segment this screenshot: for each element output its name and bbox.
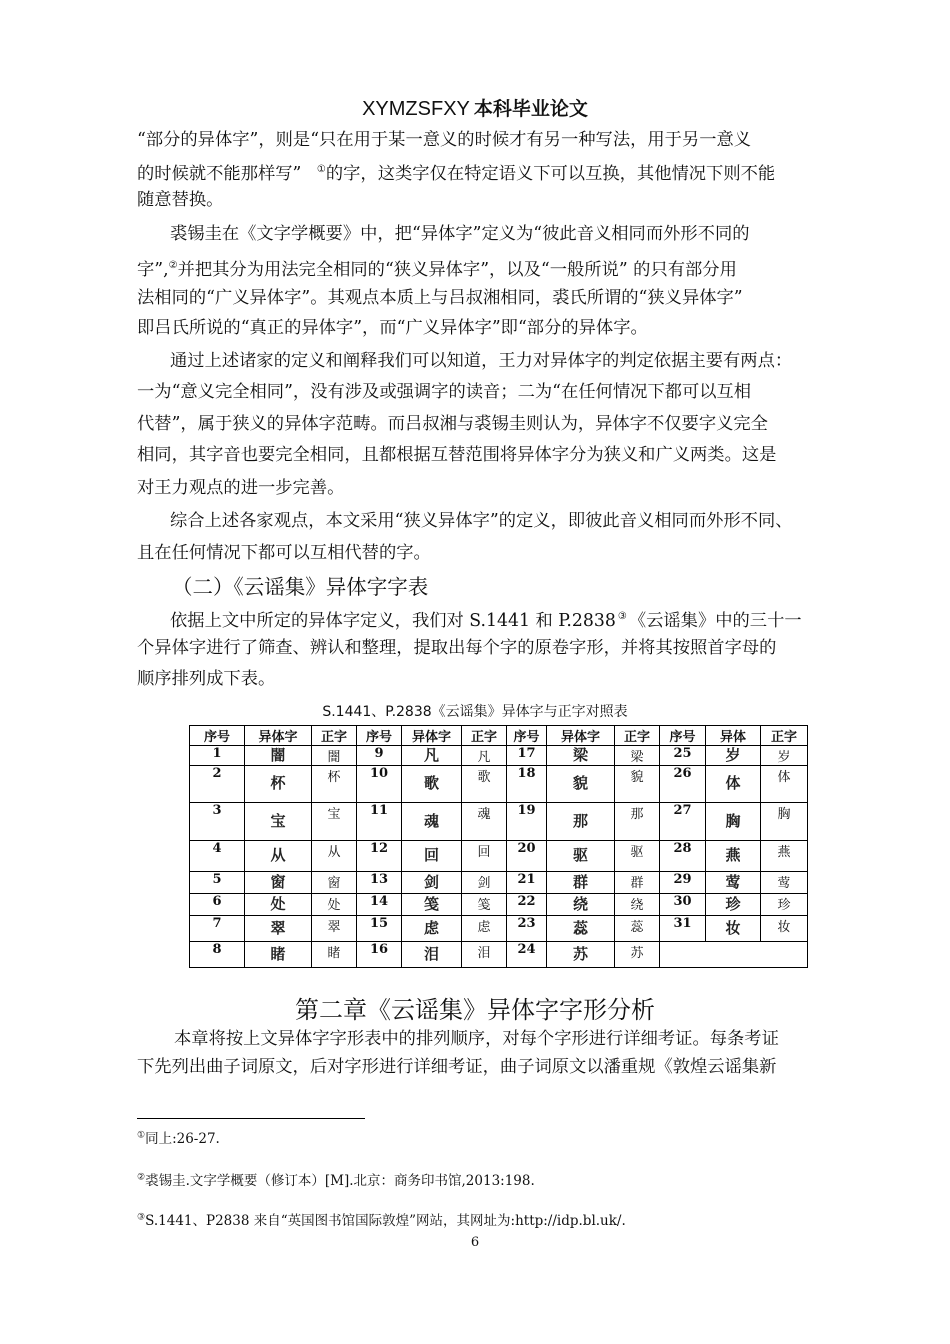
variant-glyph-image: 绕: [572, 894, 588, 913]
col-header: 序号: [357, 726, 402, 746]
col-header: 异体字: [245, 726, 312, 746]
cell-variant-glyph: [402, 916, 462, 942]
cell-index: 14: [357, 894, 402, 916]
footnote-text: S.1441、P2838 来自“英国图书馆国际敦煌”网站，其网址为:http://idp.bl.uk/.: [145, 1213, 626, 1229]
variant-glyph-image: 苏: [572, 944, 588, 963]
p3-line-1: 通过上述诸家的定义和阐释我们可以知道，王力对异体字的判定依据主要有两点：: [170, 351, 793, 371]
variant-glyph-image: 杯: [270, 774, 286, 792]
variant-glyph-image: 从: [270, 846, 286, 864]
cell-standard-char: 翠: [312, 916, 357, 942]
cell-index: 26: [660, 766, 706, 803]
cell-index: 2: [190, 766, 245, 803]
variant-glyph-image: 珍: [725, 894, 741, 913]
footnote-ref-3[interactable]: ③: [617, 611, 627, 622]
section-title: （二）《云谣集》异体字字表: [172, 575, 429, 599]
p2-line-2a: 字”,: [137, 259, 169, 280]
cell-index: 1: [190, 746, 245, 766]
page-header: [0, 94, 950, 121]
cell-variant-glyph: [547, 841, 615, 872]
cell-variant-glyph: [706, 766, 761, 803]
cell-variant-glyph: [547, 746, 615, 766]
footnote-1: [137, 1127, 220, 1147]
cell-standard-char: 从: [312, 841, 357, 872]
cell-index: 11: [357, 803, 402, 841]
footnote-2: [137, 1169, 535, 1189]
cell-index: 6: [190, 894, 245, 916]
cell-variant-glyph: [245, 766, 312, 803]
header-title: 本科毕业论文: [473, 98, 588, 120]
cell-index: 17: [507, 746, 547, 766]
cell-index: 27: [660, 803, 706, 841]
cell-variant-glyph: [706, 916, 761, 942]
variant-glyph-image: 岁: [725, 745, 741, 764]
variant-glyph-image: 笺: [423, 894, 439, 913]
table-row: [190, 894, 808, 916]
footnote-mark: ①: [137, 1130, 146, 1141]
cell-standard-char: 珍: [761, 894, 808, 916]
cell-standard-char: 杯: [312, 766, 357, 803]
cell-index: 30: [660, 894, 706, 916]
cell-variant-glyph: [402, 894, 462, 916]
page-number: 6: [470, 1235, 480, 1250]
p1-line-2a: 的时候就不能那样写”: [137, 163, 302, 184]
cell-index: 9: [357, 746, 402, 766]
cell-standard-char: 驱: [615, 841, 660, 872]
table-caption: S.1441、P.2838《云谣集》异体字与正字对照表: [322, 704, 628, 720]
col-header: 序号: [507, 726, 547, 746]
col-header: 序号: [660, 726, 706, 746]
variant-glyph-image: 歌: [423, 774, 439, 792]
cell-standard-char: 那: [615, 803, 660, 841]
variant-glyph-image: 闇: [270, 745, 286, 764]
variant-glyph-image: 翠: [270, 918, 286, 937]
header-code: XYMZSFXY: [362, 98, 470, 120]
p4-line-1: 综合上述各家观点，本文采用“狭义异体字”的定义，即彼此音义相同而外形不同、: [170, 511, 793, 531]
cell-index: 28: [660, 841, 706, 872]
footnote-3: [137, 1209, 626, 1229]
cell-variant-glyph: [547, 803, 615, 841]
cell-variant-glyph: [547, 894, 615, 916]
cell-variant-glyph: [402, 841, 462, 872]
variant-glyph-image: 宝: [270, 811, 286, 830]
cell-index: 22: [507, 894, 547, 916]
cell-index: 16: [357, 942, 402, 968]
p6-line-2: 下先列出曲子词原文，后对字形进行详细考证，曲子词原文以潘重规《敦煌云谣集新: [137, 1057, 777, 1077]
cell-variant-glyph: [547, 916, 615, 942]
p3-line-5: 对王力观点的进一步完善。: [137, 478, 345, 498]
p1-line-1: “部分的异体字”，则是“只在用于某一意义的时候才有另一种写法，用于另一意义: [137, 130, 752, 150]
col-header: 异体字: [402, 726, 462, 746]
cell-standard-char: 苏: [615, 942, 660, 968]
cell-standard-char: 燕: [761, 841, 808, 872]
footnote-mark: ③: [137, 1212, 146, 1223]
variant-glyph-image: 蕊: [572, 918, 588, 937]
p5-line-1a: 依据上文中所定的异体字定义，我们对 S.1441 和 P.2838: [170, 610, 616, 631]
col-header: 序号: [190, 726, 245, 746]
table-row: [190, 942, 808, 968]
cell-index: 19: [507, 803, 547, 841]
col-header: 异体: [706, 726, 761, 746]
col-header: 正字: [761, 726, 808, 746]
col-header: 正字: [312, 726, 357, 746]
p3-line-4: 相同，其字音也要完全相同，且都根据互替范围将异体字分为狭义和广义两类。这是: [137, 445, 777, 465]
p2-line-2: [137, 254, 737, 282]
variant-glyph-image: 妆: [725, 918, 741, 937]
col-header: 异体字: [547, 726, 615, 746]
cell-index: 23: [507, 916, 547, 942]
footnote-ref-2[interactable]: ②: [168, 260, 178, 271]
cell-index: 12: [357, 841, 402, 872]
variant-glyph-image: 窗: [270, 872, 286, 891]
variant-glyph-image: 虑: [423, 918, 439, 937]
cell-standard-char: 胸: [761, 803, 808, 841]
footnote-separator: [137, 1118, 365, 1119]
cell-variant-glyph: [245, 942, 312, 968]
variant-glyph-image: 泪: [423, 944, 439, 963]
p3-line-2: 一为“意义完全相同”，没有涉及或强调字的读音；二为“在任何情况下都可以互相: [137, 382, 752, 402]
p5-line-1b: 《云谣集》中的三十一: [628, 610, 802, 631]
cell-variant-glyph: [547, 766, 615, 803]
p5-line-2: 个异体字进行了筛查、辨认和整理，提取出每个字的原卷字形，并将其按照首字母的: [137, 638, 777, 658]
cell-index: 15: [357, 916, 402, 942]
variant-glyph-image: 睹: [270, 944, 286, 963]
variant-glyph-image: 胸: [725, 811, 741, 830]
cell-variant-glyph: [706, 872, 761, 894]
cell-standard-char: 妆: [761, 916, 808, 942]
cell-standard-char: 体: [761, 766, 808, 803]
table-row: [190, 766, 808, 803]
cell-standard-char: 回: [462, 841, 507, 872]
table-row: [190, 916, 808, 942]
cell-variant-glyph: [402, 766, 462, 803]
cell-standard-char: 剑: [462, 872, 507, 894]
cell-variant-glyph: [245, 916, 312, 942]
cell-index: 10: [357, 766, 402, 803]
p1-line-3: 随意替换。: [137, 190, 224, 210]
cell-index: 18: [507, 766, 547, 803]
cell-variant-glyph: [402, 942, 462, 968]
p3-line-3: 代替”，属于狭义的异体字范畴。而吕叔湘与裘锡圭则认为，异体字不仅要字义完全: [137, 414, 768, 434]
p2-line-1: 裘锡圭在《文字学概要》中，把“异体字”定义为“彼此音义相同而外形不同的: [170, 224, 750, 244]
p5-line-3: 顺序排列成下表。: [137, 669, 276, 689]
cell-standard-char: 貌: [615, 766, 660, 803]
variant-glyph-image: 燕: [725, 846, 741, 864]
p1-line-2b: 的字，这类字仅在特定语义下可以互换，其他情况下则不能: [325, 163, 776, 184]
footnote-text: 同上:26-27.: [145, 1131, 220, 1147]
cell-variant-glyph: [245, 746, 312, 766]
cell-index: 8: [190, 942, 245, 968]
variant-glyph-image: 体: [725, 774, 741, 792]
cell-standard-char: 虑: [462, 916, 507, 942]
cell-standard-char: 莺: [761, 872, 808, 894]
cell-index: 31: [660, 916, 706, 942]
variant-glyph-image: 剑: [423, 872, 439, 891]
cell-index: 25: [660, 746, 706, 766]
cell-standard-char: 岁: [761, 746, 808, 766]
p6-line-1: 本章将按上文异体字字形表中的排列顺序，对每个字形进行详细考证。每条考证: [174, 1029, 779, 1049]
cell-index: 3: [190, 803, 245, 841]
cell-variant-glyph: [706, 894, 761, 916]
variant-glyph-image: 梁: [572, 745, 588, 764]
cell-index: 4: [190, 841, 245, 872]
cell-standard-char: 凡: [462, 746, 507, 766]
variant-character-table: [189, 725, 808, 968]
variant-glyph-image: 驱: [572, 846, 588, 864]
cell-index: 7: [190, 916, 245, 942]
table-header-row: [190, 726, 808, 746]
footnote-mark: ②: [137, 1172, 146, 1183]
footnote-text: 裘锡圭.文字学概要（修订本）[M].北京：商务印书馆,2013:198.: [145, 1173, 535, 1189]
chapter-title: 第二章《云谣集》异体字字形分析: [295, 996, 655, 1024]
variant-glyph-image: 回: [423, 846, 439, 864]
cell-variant-glyph: [402, 803, 462, 841]
cell-index: 20: [507, 841, 547, 872]
cell-standard-char: 歌: [462, 766, 507, 803]
cell-variant-glyph: [245, 803, 312, 841]
cell-variant-glyph: [547, 942, 615, 968]
cell-standard-char: 群: [615, 872, 660, 894]
cell-standard-char: 绕: [615, 894, 660, 916]
variant-glyph-image: 莺: [725, 872, 741, 891]
col-header: 正字: [462, 726, 507, 746]
table-row: [190, 841, 808, 872]
variant-glyph-image: 貌: [572, 774, 588, 792]
cell-standard-char: 蕊: [615, 916, 660, 942]
variant-glyph-image: 群: [572, 872, 588, 891]
cell-standard-char: 睹: [312, 942, 357, 968]
p4-line-2: 且在任何情况下都可以互相代替的字。: [137, 543, 431, 563]
cell-standard-char: 泪: [462, 942, 507, 968]
cell-standard-char: 魂: [462, 803, 507, 841]
cell-standard-char: 窗: [312, 872, 357, 894]
cell-variant-glyph: [706, 841, 761, 872]
variant-glyph-image: 魂: [423, 811, 439, 830]
cell-index: 21: [507, 872, 547, 894]
cell-standard-char: 笺: [462, 894, 507, 916]
p1-line-2: [137, 158, 775, 186]
cell-index: 29: [660, 872, 706, 894]
p2-line-4: 即吕氏所说的“真正的异体字”，而“广义异体字”即“部分的异体字。: [137, 318, 648, 338]
variant-glyph-image: 凡: [423, 745, 439, 764]
cell-variant-glyph: [245, 841, 312, 872]
p2-line-2b: 并把其分为用法完全相同的“狭义异体字”，以及“一般所说” 的只有部分用: [177, 259, 737, 280]
cell-standard-char: 闇: [312, 746, 357, 766]
cell-standard-char: 处: [312, 894, 357, 916]
table-row: [190, 872, 808, 894]
variant-glyph-image: 那: [572, 811, 588, 830]
footnote-ref-1[interactable]: ①: [316, 164, 326, 175]
cell-variant-glyph: [706, 803, 761, 841]
cell-index: 24: [507, 942, 547, 968]
cell-index: 13: [357, 872, 402, 894]
cell-variant-glyph: [402, 872, 462, 894]
variant-glyph-image: 处: [270, 894, 286, 913]
cell-index: 5: [190, 872, 245, 894]
cell-standard-char: 梁: [615, 746, 660, 766]
cell-variant-glyph: [402, 746, 462, 766]
cell-variant-glyph: [706, 746, 761, 766]
empty-cell: [660, 942, 808, 968]
cell-standard-char: 宝: [312, 803, 357, 841]
col-header: 正字: [615, 726, 660, 746]
cell-variant-glyph: [245, 872, 312, 894]
cell-variant-glyph: [245, 894, 312, 916]
p2-line-3: 法相同的“广义异体字”。其观点本质上与吕叔湘相同，裘氏所谓的“狭义异体字”: [137, 288, 743, 308]
table-row: [190, 803, 808, 841]
p5-line-1: [170, 605, 802, 633]
cell-variant-glyph: [547, 872, 615, 894]
table-row: [190, 746, 808, 766]
